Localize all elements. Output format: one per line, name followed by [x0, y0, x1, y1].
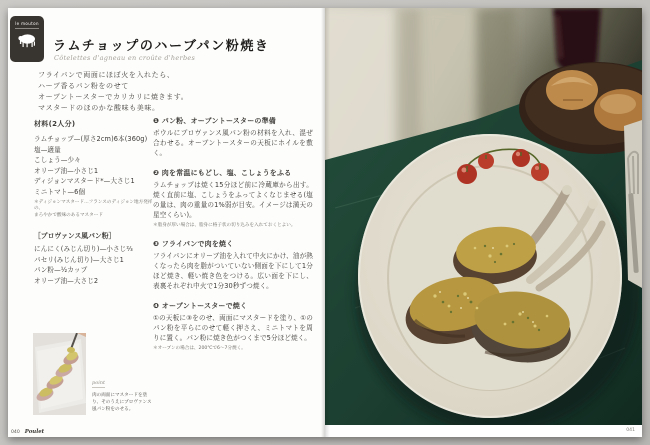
intro-line: ハーブ香るパン粉をのせて — [38, 82, 129, 90]
step-heading-text: パン粉、オーブントースターの準備 — [161, 117, 277, 125]
process-thumbnail-photo — [33, 333, 86, 415]
sub-ingredient-line: パセリ(みじん切り)—大さじ1 — [34, 255, 124, 264]
step-2 — [153, 168, 313, 229]
intro-line: マスタードのほのかな酸味も美味。 — [38, 104, 160, 112]
intro-line: オーブントースターでカリカリに焼きます。 — [38, 93, 189, 101]
step-body: ボウルにプロヴァンス風パン粉の材料を入れ、混ぜ合わせる。オーブントースターの天板にホイルを敷く。 — [153, 129, 313, 157]
spread-gutter — [321, 8, 330, 437]
ingredient-note-line: まろやかで酸味のあるマスタード — [34, 213, 103, 219]
sub-ingredient-line: にんにく(みじん切り)—小さじ⅔ — [34, 244, 133, 253]
ingredient-note-line: ＊ディジョンマスタード…フランスのディジョン地方発祥の、 — [34, 199, 153, 212]
sub-ingredient-line: パン粉—½カップ — [34, 266, 88, 275]
intro-line: フライパンで両面にほぼ火を入れたら、 — [38, 71, 175, 79]
ingredients-header: 材料(2人分) — [34, 120, 76, 128]
ingredient-line: 塩—適量 — [34, 145, 61, 154]
step-heading — [153, 116, 313, 126]
step-number: ❸ — [153, 240, 160, 249]
left-page-footer — [11, 429, 44, 435]
step-body: ①の天板に③をのせ、両面にマスタードを塗り、①のパン粉を平らにのせて軽く押さえ、ミニトマトを周りに置く。パン粉に焼き色がつくまで5分ほど焼く。 — [153, 314, 313, 342]
step-note: ＊脂身が厚い場合は、脂身に格子状の切り込みを入れておくとよい。 — [153, 222, 296, 228]
step-1 — [153, 116, 313, 158]
category-badge — [10, 16, 44, 62]
step-heading-text: オーブントースターで焼く — [161, 302, 248, 311]
book-spread — [8, 8, 642, 437]
step-number: ❹ — [153, 302, 160, 311]
ingredients-column — [34, 119, 156, 286]
step-heading — [153, 168, 313, 178]
category-badge-label: le mouton — [15, 21, 39, 29]
right-photo-page — [325, 8, 642, 437]
step-body: ラムチョップは焼く15分ほど前に冷蔵庫から出す。焼く直前に塩、こしょうをふってよくなじませる(塩の量は、肉の重量の1%弱が目安。イメージは満天の星空くらい)。 — [153, 181, 313, 219]
point-label: point — [92, 380, 106, 386]
left-section-name: Poulet — [24, 429, 45, 435]
step-heading — [153, 301, 313, 311]
step-number: ❷ — [153, 169, 160, 178]
step-number: ❶ — [153, 117, 160, 125]
step-4 — [153, 301, 313, 352]
ingredient-line: ミニトマト—6個 — [34, 187, 86, 196]
recipe-subtitle-french: Côtelettes d'agneau en croûte d'herbes — [54, 54, 196, 62]
steps-column — [153, 116, 313, 362]
step-note: ＊オーブンの場合は、200℃で6〜7分焼く。 — [153, 345, 246, 351]
left-page-number: 040 — [11, 430, 20, 435]
ingredient-line: ラムチョップ—(厚さ2cm)6本(360g) — [34, 135, 148, 143]
step-body: フライパンにオリーブ油を入れて中火にかけ、油が熱くなったら肉を脂がついていない側面を下にして1分ほど焼き、軽い焼き色をつける。広い面を下にし、表裏それぞれ中火で1分30秒ずつ焼く。 — [153, 252, 313, 290]
step-heading-text: 肉を常温にもどし、塩、こしょうをふる — [161, 169, 292, 178]
step-3 — [153, 239, 313, 291]
recipe-intro — [38, 70, 188, 114]
step-heading-text: フライパンで肉を焼く — [161, 240, 234, 249]
right-page-number: 041 — [626, 428, 635, 433]
left-recipe-page — [8, 8, 325, 437]
ingredient-line: ディジョンマスタード*—大さじ1 — [34, 177, 135, 186]
step-heading — [153, 239, 313, 249]
recipe-title: ラムチョップのハーブパン粉焼き — [53, 39, 270, 54]
ingredient-note — [34, 200, 156, 220]
ingredient-line: オリーブ油—小さじ1 — [34, 166, 99, 175]
sub-ingredient-line: オリーブ油—大さじ2 — [34, 276, 99, 285]
sub-recipe-header: ［プロヴァンス風パン粉］ — [34, 231, 116, 240]
ingredient-line: こしょう—少々 — [34, 156, 81, 165]
sheep-icon — [16, 32, 38, 48]
dish-photo — [325, 8, 642, 425]
point-caption: 肉の両面にマスタードを塗り、そのうえにプロヴァンス風パン粉をのせる。 — [92, 393, 152, 412]
